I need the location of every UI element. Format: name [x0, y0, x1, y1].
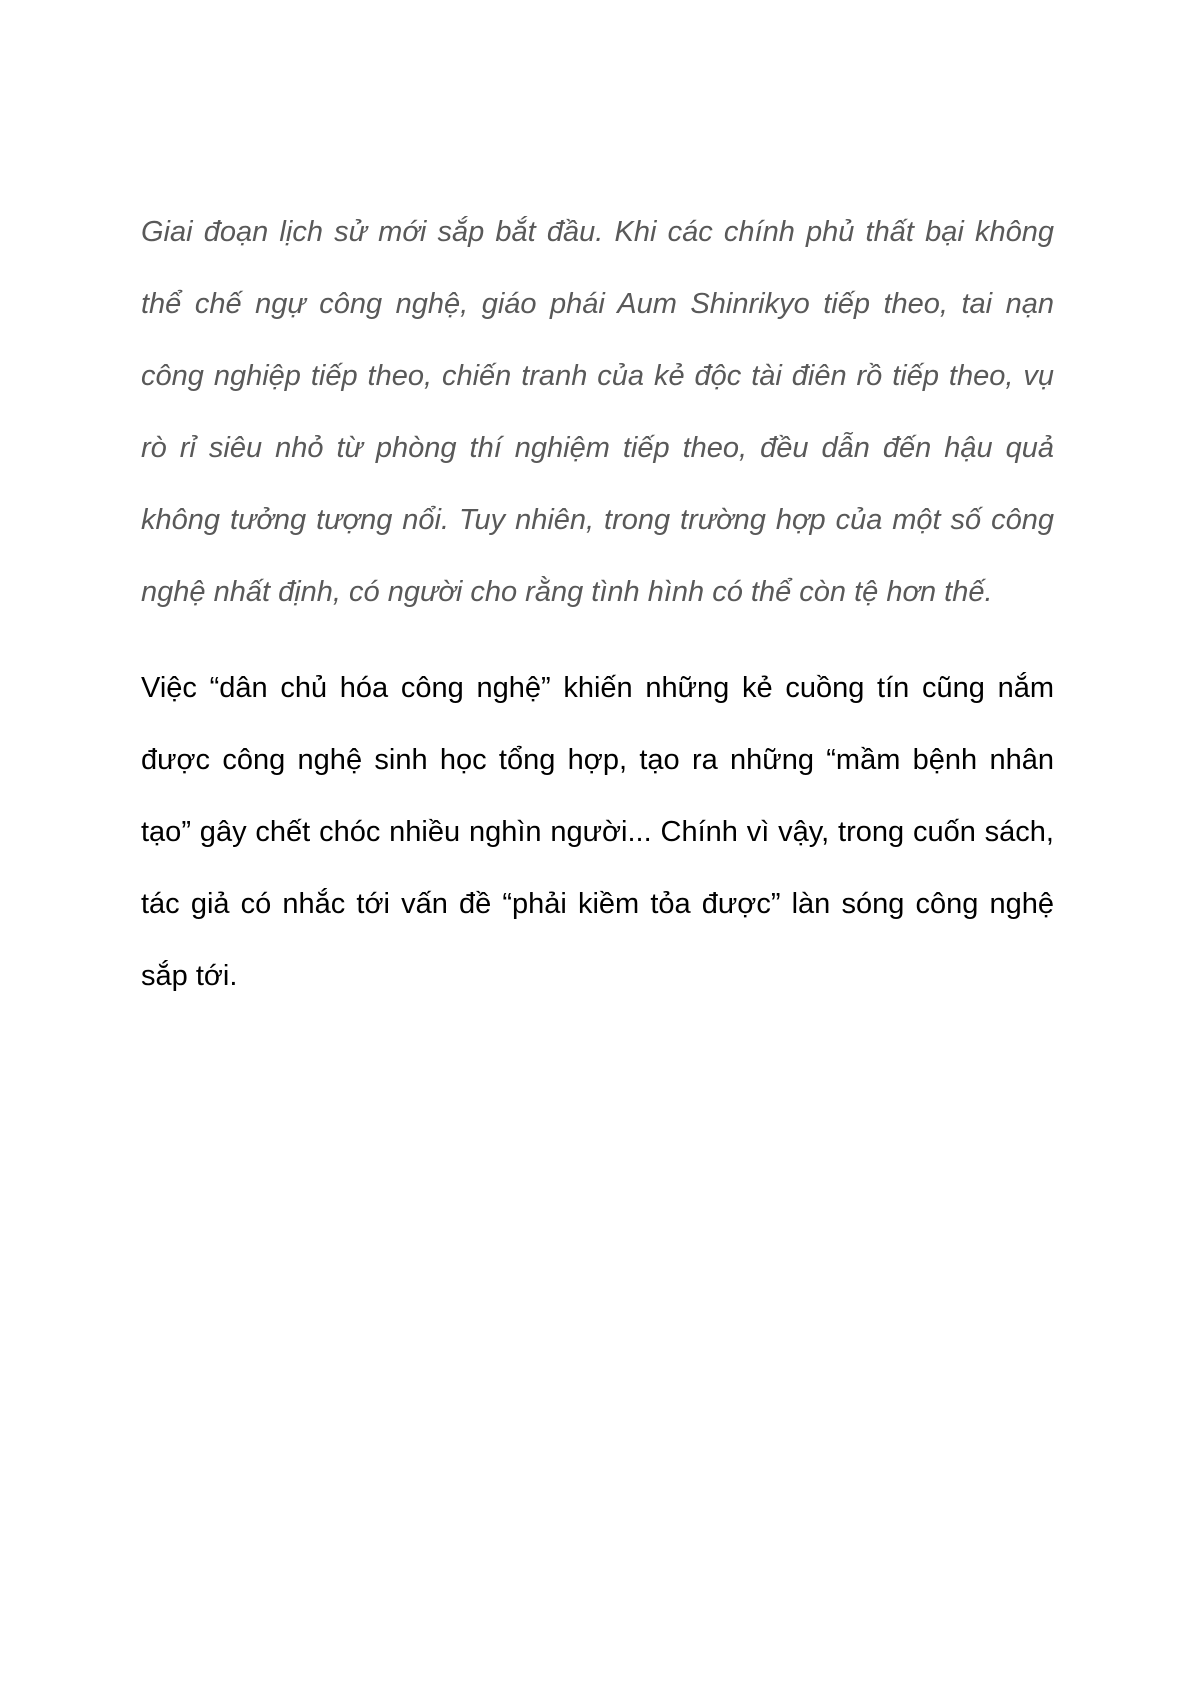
italic-quote-paragraph: Giai đoạn lịch sử mới sắp bắt đầu. Khi các chính phủ thất bại không thể chế ngự công nghệ, giáo phái Aum Shinrikyo tiếp theo, tai nạn công nghiệp tiếp theo, chiến tranh của kẻ độc tài điên rồ tiếp theo, vụ rò rỉ siêu nhỏ từ phòng thí nghiệm tiếp theo, đều dẫn đến hậu quả không tưởng tượng nổi. Tuy nhiên, trong trường hợp của một số công nghệ nhất định, có người cho rằng tình hình có thể còn tệ hơn thế.: [141, 216, 1054, 608]
page-content: [141, 196, 1054, 1012]
body-paragraph: Việc “dân chủ hóa công nghệ” khiến những kẻ cuồng tín cũng nắm được công nghệ sinh học tổng hợp, tạo ra những “mầm bệnh nhân tạo” gây chết chóc nhiều nghìn người... Chính vì vậy, trong cuốn sách, tác giả có nhắc tới vấn đề “phải kiềm tỏa được” làn sóng công nghệ sắp tới.: [141, 672, 1054, 992]
